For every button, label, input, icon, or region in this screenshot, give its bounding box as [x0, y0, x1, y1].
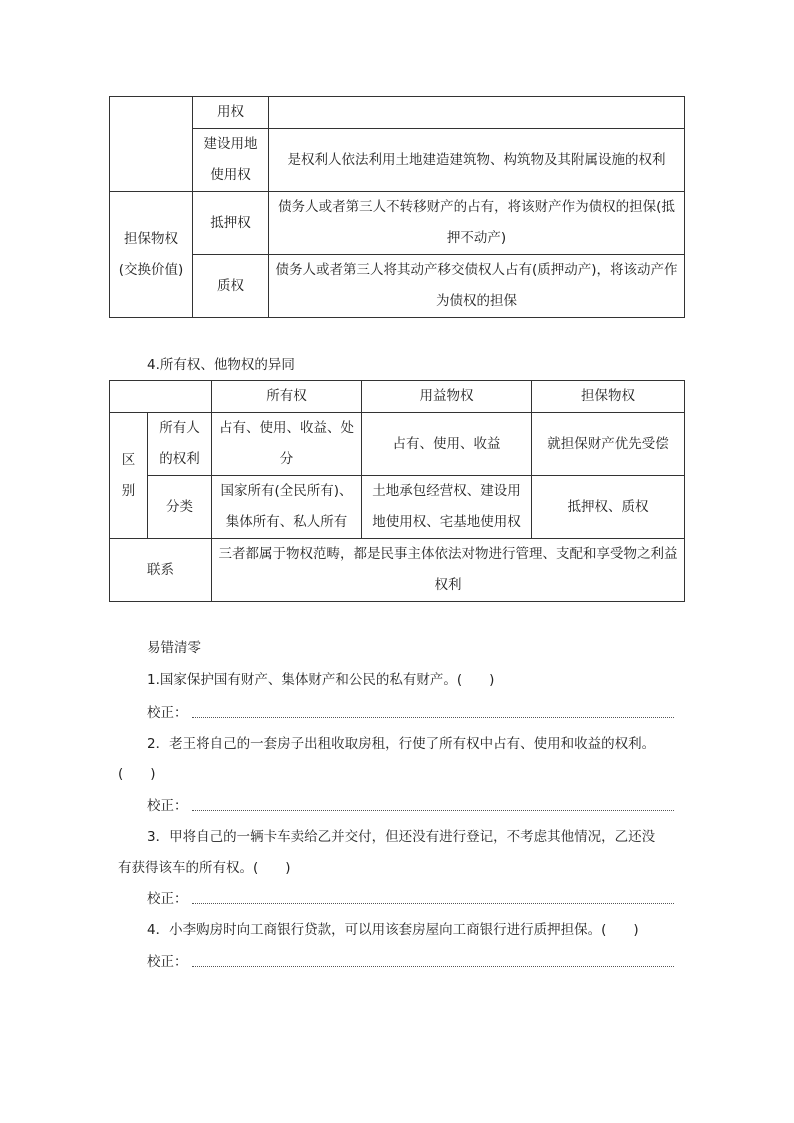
- empty-category-cell: [110, 97, 193, 192]
- question-2: 2．老王将自己的一套房子出租收取房租，行使了所有权中占有、使用和收益的权利。: [147, 736, 656, 752]
- row-label-cell: 分类: [148, 476, 212, 539]
- correction-line: [192, 966, 674, 967]
- right-name-cell: 建设用地使用权: [193, 129, 269, 192]
- ownership-comparison-table: [109, 380, 685, 602]
- right-name-cell: 质权: [193, 255, 269, 318]
- right-desc-cell: [269, 97, 685, 129]
- correction-line: [192, 903, 674, 904]
- correction-line: [192, 717, 674, 718]
- correction-label: 校正：: [147, 891, 188, 907]
- group-label-cell: 区别: [110, 413, 148, 539]
- correction-label: 校正：: [147, 954, 188, 970]
- errata-title: 易错清零: [147, 640, 201, 656]
- table-cell: 抵押权、质权: [532, 476, 685, 539]
- right-desc-cell: 是权利人依法利用土地建造建筑物、构筑物及其附属设施的权利: [269, 129, 685, 192]
- row-label-cell: 所有人的权利: [148, 413, 212, 476]
- right-name-cell: 用权: [193, 97, 269, 129]
- question-1: 1.国家保护国有财产、集体财产和公民的私有财产。( ): [147, 672, 495, 688]
- table-cell: 国家所有(全民所有)、集体所有、私人所有: [212, 476, 362, 539]
- table-cell: 就担保财产优先受偿: [532, 413, 685, 476]
- question-2-cont: ( ): [118, 766, 156, 782]
- question-3-cont: 有获得该车的所有权。( ): [118, 860, 291, 876]
- column-header: 担保物权: [532, 381, 685, 413]
- column-header: 所有权: [212, 381, 362, 413]
- correction-label: 校正：: [147, 798, 188, 814]
- column-header: 用益物权: [362, 381, 532, 413]
- right-desc-cell: 债务人或者第三人不转移财产的占有，将该财产作为债权的担保(抵押不动产): [269, 192, 685, 255]
- question-3: 3．甲将自己的一辆卡车卖给乙并交付，但还没有进行登记，不考虑其他情况，乙还没: [147, 829, 656, 845]
- question-4: 4．小李购房时向工商银行贷款，可以用该套房屋向工商银行进行质押担保。( ): [147, 922, 639, 938]
- correction-line: [192, 810, 674, 811]
- correction-label: 校正：: [147, 705, 188, 721]
- header-empty-cell: [110, 381, 212, 413]
- table-cell: 占有、使用、收益、处分: [212, 413, 362, 476]
- table-cell: 土地承包经营权、建设用地使用权、宅基地使用权: [362, 476, 532, 539]
- table-cell: 占有、使用、收益: [362, 413, 532, 476]
- section-title: 4.所有权、他物权的异同: [147, 357, 295, 373]
- category-cell: 担保物权(交换价值): [110, 192, 193, 318]
- link-label-cell: 联系: [110, 539, 212, 602]
- property-rights-table: [109, 96, 685, 318]
- right-desc-cell: 债务人或者第三人将其动产移交债权人占有(质押动产)，将该动产作为债权的担保: [269, 255, 685, 318]
- right-name-cell: 抵押权: [193, 192, 269, 255]
- link-text-cell: 三者都属于物权范畴，都是民事主体依法对物进行管理、支配和享受物之利益权利: [212, 539, 685, 602]
